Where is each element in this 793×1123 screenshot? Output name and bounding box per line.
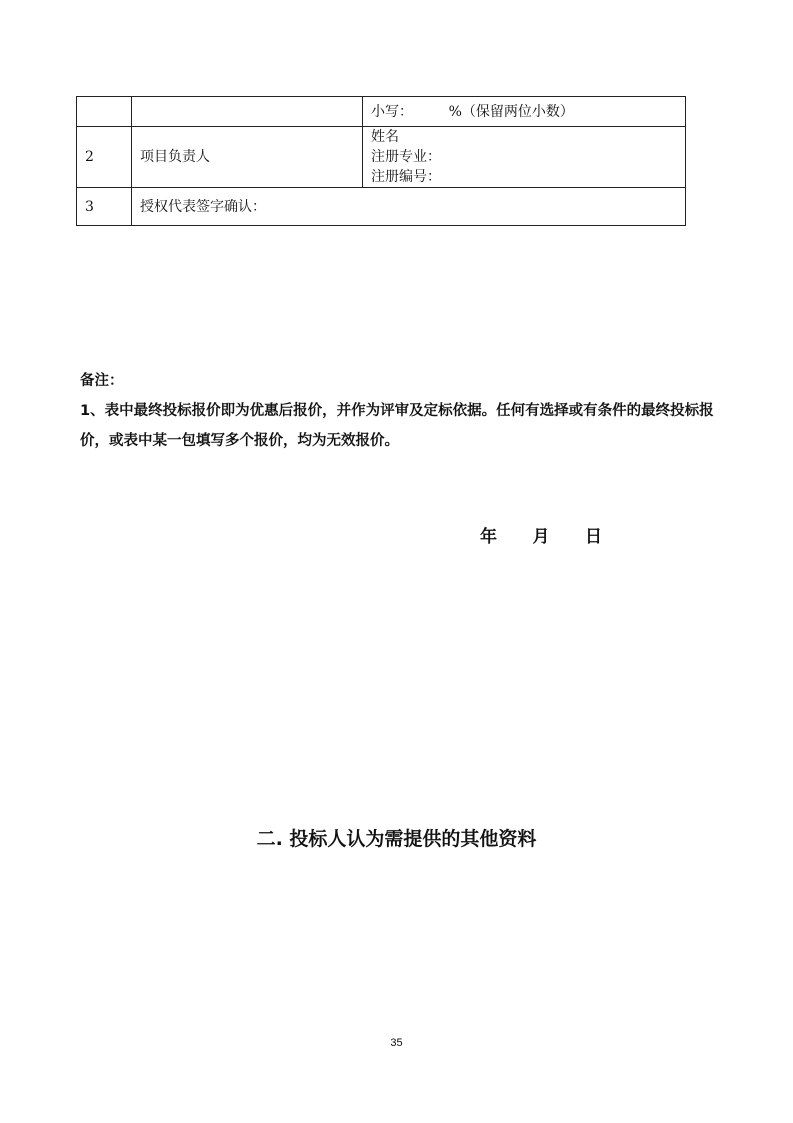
notes-section [80,366,720,456]
row-number-cell [77,97,132,127]
registration-number-line: 注册编号： [371,169,441,185]
lowercase-amount-line: 小写： %（保留两位小数） [371,103,574,120]
item-cell [132,97,363,127]
content-cell [363,127,686,188]
page-number: 35 [390,1037,403,1049]
signature-cell: 授权代表签字确认： [132,188,686,226]
table-row [77,127,686,188]
name-line: 姓名 [371,129,399,145]
quotation-table [76,96,686,226]
item-cell: 项目负责人 [132,127,363,188]
section-heading: 二. 投标人认为需提供的其他资料 [256,828,537,850]
table-row [77,97,686,127]
row-number-cell: 3 [77,188,132,226]
content-cell [363,97,686,127]
notes-title: 备注： [80,373,124,389]
table-row [77,188,686,226]
row-number-cell: 2 [77,127,132,188]
note-item-1: 1、表中最终投标报价即为优惠后报价，并作为评审及定标依据。任何有选择或有条件的最终投标报价，或表中某一包填写多个报价，均为无效报价。 [80,403,714,449]
registered-major-line: 注册专业： [371,149,441,165]
date-line: 年 月 日 [480,527,603,547]
